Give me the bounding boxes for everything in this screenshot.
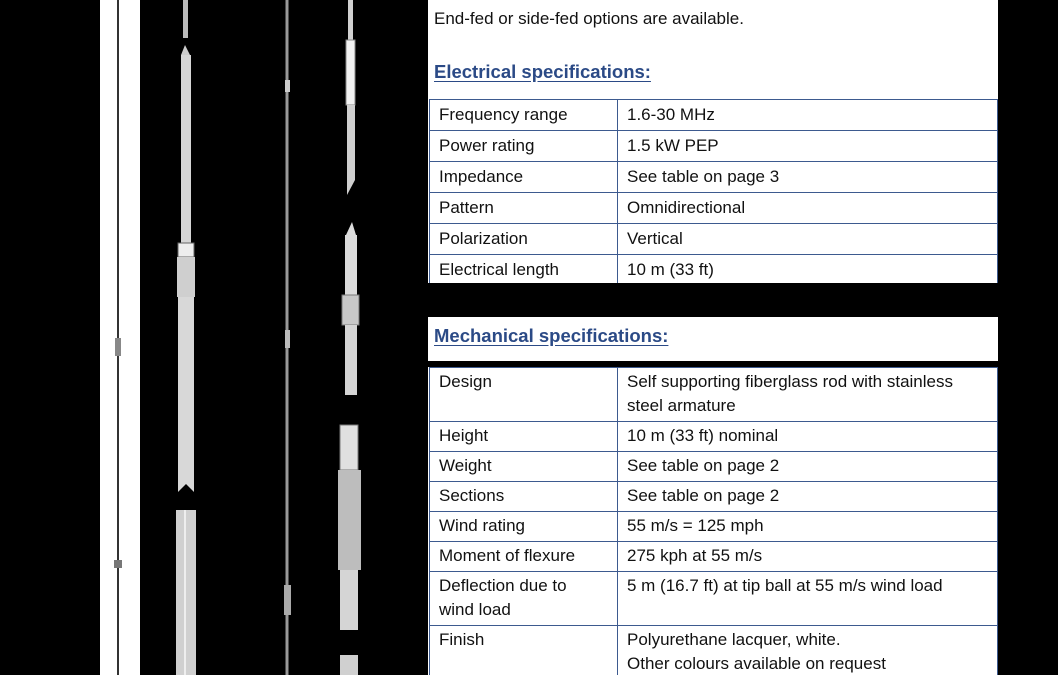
section-divider (428, 283, 1058, 317)
table-row (430, 572, 998, 626)
table-row (430, 452, 998, 482)
spec-value: 55 m/s = 125 mph (618, 512, 998, 542)
spec-value: See table on page 2 (618, 482, 998, 512)
spec-value (618, 626, 998, 675)
spec-value: See table on page 3 (618, 162, 998, 193)
spec-label: Power rating (430, 131, 618, 162)
spec-value: Vertical (618, 224, 998, 255)
spec-label: Impedance (430, 162, 618, 193)
table-row (430, 626, 998, 675)
table-row (430, 255, 998, 286)
table-row (430, 131, 998, 162)
spec-label: Wind rating (430, 512, 618, 542)
electrical-specs-table (429, 99, 998, 286)
spec-value-line: Polyurethane lacquer, white. (627, 630, 841, 649)
spec-label: Design (430, 368, 618, 422)
spec-label-line: Deflection due to (439, 576, 567, 595)
spec-value: 5 m (16.7 ft) at tip ball at 55 m/s wind load (618, 572, 998, 626)
spec-label: Height (430, 422, 618, 452)
mechanical-specs-heading: Mechanical specifications: (434, 325, 669, 346)
spec-label: Electrical length (430, 255, 618, 286)
table-row (430, 512, 998, 542)
spec-value: 1.5 kW PEP (618, 131, 998, 162)
section-divider (998, 0, 1058, 675)
spec-value: 10 m (33 ft) (618, 255, 998, 286)
table-row (430, 482, 998, 512)
table-row (430, 422, 998, 452)
spec-value: 10 m (33 ft) nominal (618, 422, 998, 452)
electrical-specs-heading: Electrical specifications: (434, 61, 651, 82)
spec-label: Moment of flexure (430, 542, 618, 572)
antenna-illustration (0, 0, 428, 675)
spec-label-line: wind load (439, 600, 511, 619)
spec-label: Finish (430, 626, 618, 675)
spec-label (430, 572, 618, 626)
table-row (430, 193, 998, 224)
spec-value: Omnidirectional (618, 193, 998, 224)
spec-value: 275 kph at 55 m/s (618, 542, 998, 572)
spec-label: Polarization (430, 224, 618, 255)
spec-value-line: Other colours available on request (627, 654, 886, 673)
spec-value (618, 368, 998, 422)
mechanical-specs-table (429, 367, 998, 675)
spec-value-line: steel armature (627, 396, 736, 415)
spec-label: Pattern (430, 193, 618, 224)
spec-label: Weight (430, 452, 618, 482)
spec-value: See table on page 2 (618, 452, 998, 482)
spec-value: 1.6-30 MHz (618, 100, 998, 131)
intro-text: End-fed or side-fed options are available. (434, 9, 744, 28)
spec-label: Frequency range (430, 100, 618, 131)
table-row (430, 224, 998, 255)
table-row (430, 542, 998, 572)
antenna-drawing (0, 0, 428, 675)
spec-value-line: Self supporting fiberglass rod with stainless (627, 372, 953, 391)
table-row (430, 368, 998, 422)
spec-label: Sections (430, 482, 618, 512)
table-row (430, 162, 998, 193)
table-row (430, 100, 998, 131)
